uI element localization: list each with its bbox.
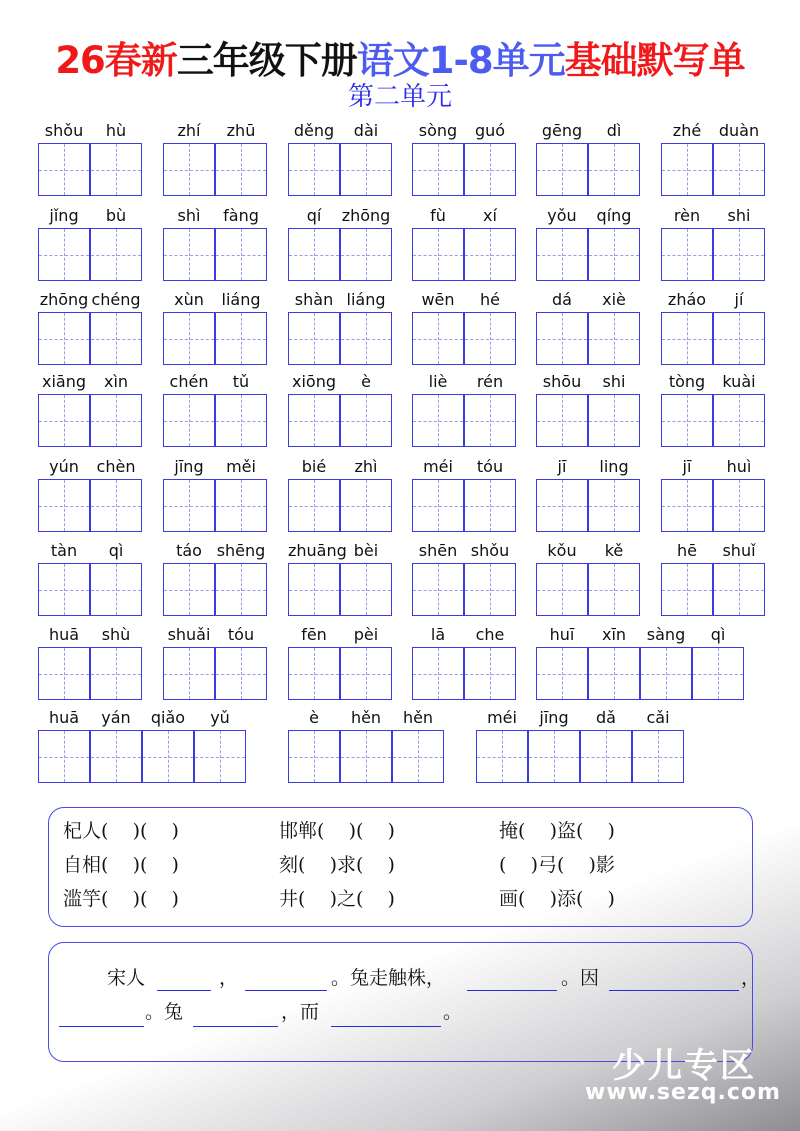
- pinyin-label: xiāng: [41, 372, 86, 391]
- pinyin-label: che: [475, 625, 505, 644]
- writing-cell[interactable]: [536, 479, 588, 532]
- pinyin-label: tàn: [50, 541, 78, 560]
- pinyin-label: hěn: [402, 708, 434, 727]
- writing-cell[interactable]: [464, 143, 516, 196]
- pinyin-label: zhé: [672, 121, 702, 140]
- pinyin-label: sàng: [646, 625, 686, 644]
- pinyin-label: děng: [293, 121, 335, 140]
- pinyin-label: xìn: [103, 372, 129, 391]
- writing-cell[interactable]: [412, 312, 464, 365]
- pinyin-label: xùn: [174, 290, 204, 309]
- pinyin-label: yún: [49, 457, 79, 476]
- pinyin-label: bù: [105, 206, 127, 225]
- writing-cell[interactable]: [412, 228, 464, 281]
- pinyin-label: tóu: [227, 625, 255, 644]
- pinyin-label: zhí: [177, 121, 201, 140]
- idiom-item[interactable]: ( )弓( )影: [499, 854, 615, 876]
- writing-cell[interactable]: [215, 647, 267, 700]
- pinyin-label: kě: [604, 541, 624, 560]
- passage-text: 宋人: [107, 967, 146, 989]
- writing-cell[interactable]: [412, 563, 464, 616]
- pinyin-label: xiè: [602, 290, 626, 309]
- writing-cell[interactable]: [661, 563, 713, 616]
- pinyin-label: pèi: [353, 625, 379, 644]
- writing-cell[interactable]: [90, 563, 142, 616]
- writing-cell[interactable]: [90, 730, 142, 783]
- pinyin-label: huì: [726, 457, 752, 476]
- pinyin-label: guó: [474, 121, 506, 140]
- writing-cell[interactable]: [588, 312, 640, 365]
- idiom-item[interactable]: 刻( )求( ): [279, 854, 395, 876]
- pinyin-label: huī: [549, 625, 575, 644]
- writing-cell[interactable]: [38, 143, 90, 196]
- pinyin-label: hé: [480, 290, 500, 309]
- pinyin-label: hù: [105, 121, 127, 140]
- pinyin-label: tǔ: [232, 372, 250, 391]
- writing-cell[interactable]: [340, 143, 392, 196]
- answer-blank[interactable]: [245, 990, 327, 991]
- writing-cell[interactable]: [215, 143, 267, 196]
- writing-cell[interactable]: [536, 312, 588, 365]
- writing-cell[interactable]: [536, 228, 588, 281]
- pinyin-label: jǐng: [49, 206, 79, 225]
- writing-cell[interactable]: [215, 563, 267, 616]
- writing-cell[interactable]: [536, 143, 588, 196]
- idiom-item[interactable]: 自相( )( ): [63, 854, 179, 876]
- writing-cell[interactable]: [661, 312, 713, 365]
- writing-cell[interactable]: [288, 647, 340, 700]
- writing-cell[interactable]: [464, 312, 516, 365]
- pinyin-label: chén: [169, 372, 209, 391]
- pinyin-label: shi: [602, 372, 626, 391]
- pinyin-label: jī: [557, 457, 567, 476]
- pinyin-label: zhōng: [39, 290, 89, 309]
- pinyin-label: liáng: [221, 290, 261, 309]
- pinyin-label: tóu: [476, 457, 504, 476]
- pinyin-label: dá: [552, 290, 572, 309]
- writing-cell[interactable]: [142, 730, 194, 783]
- writing-cell[interactable]: [588, 563, 640, 616]
- writing-cell[interactable]: [340, 730, 392, 783]
- writing-cell[interactable]: [38, 563, 90, 616]
- pinyin-label: gēng: [541, 121, 583, 140]
- pinyin-label: chéng: [91, 290, 141, 309]
- pinyin-label: huā: [48, 708, 80, 727]
- writing-cell[interactable]: [38, 479, 90, 532]
- writing-cell[interactable]: [90, 143, 142, 196]
- pinyin-label: zháo: [667, 290, 707, 309]
- answer-blank[interactable]: [59, 1026, 144, 1027]
- pinyin-label: yǒu: [547, 206, 577, 225]
- writing-cell[interactable]: [640, 647, 692, 700]
- pinyin-label: yǔ: [210, 708, 230, 727]
- pinyin-label: shi: [727, 206, 751, 225]
- pinyin-label: shù: [101, 625, 131, 644]
- writing-cell[interactable]: [340, 394, 392, 447]
- writing-cell[interactable]: [163, 479, 215, 532]
- answer-blank[interactable]: [157, 990, 211, 991]
- writing-cell[interactable]: [412, 143, 464, 196]
- writing-cell[interactable]: [632, 730, 684, 783]
- watermark-logo: 少儿专区: [612, 1046, 756, 1086]
- writing-cell[interactable]: [90, 394, 142, 447]
- pinyin-label: zhuāng: [288, 541, 347, 560]
- writing-cell[interactable]: [536, 563, 588, 616]
- idiom-fill-box: [48, 807, 753, 927]
- writing-cell[interactable]: [90, 228, 142, 281]
- pinyin-label: měi: [226, 457, 256, 476]
- pinyin-label: qì: [710, 625, 726, 644]
- answer-blank[interactable]: [331, 1026, 441, 1027]
- pinyin-label: jī: [682, 457, 692, 476]
- writing-cell[interactable]: [38, 394, 90, 447]
- writing-cell[interactable]: [215, 479, 267, 532]
- pinyin-label: liáng: [346, 290, 386, 309]
- writing-cell[interactable]: [412, 647, 464, 700]
- pinyin-label: shǒu: [470, 541, 510, 560]
- writing-cell[interactable]: [163, 228, 215, 281]
- writing-cell[interactable]: [215, 394, 267, 447]
- pinyin-label: rén: [476, 372, 504, 391]
- pinyin-label: shōu: [542, 372, 582, 391]
- pinyin-label: zhū: [226, 121, 256, 140]
- pinyin-label: xí: [483, 206, 497, 225]
- writing-cell[interactable]: [340, 563, 392, 616]
- writing-cell[interactable]: [713, 394, 765, 447]
- pinyin-label: shì: [177, 206, 201, 225]
- pinyin-label: bié: [301, 457, 327, 476]
- writing-cell[interactable]: [340, 479, 392, 532]
- pinyin-label: zhōng: [341, 206, 391, 225]
- writing-cell[interactable]: [288, 394, 340, 447]
- pinyin-label: dài: [353, 121, 379, 140]
- idiom-item[interactable]: 画( )添( ): [499, 888, 615, 910]
- writing-cell[interactable]: [713, 563, 765, 616]
- writing-cell[interactable]: [90, 647, 142, 700]
- pinyin-label: qíng: [596, 206, 632, 225]
- writing-cell[interactable]: [464, 228, 516, 281]
- pinyin-label: sòng: [418, 121, 458, 140]
- unit-subtitle: 第二单元: [347, 82, 452, 112]
- writing-cell[interactable]: [163, 312, 215, 365]
- writing-cell[interactable]: [288, 228, 340, 281]
- idiom-item[interactable]: 杞人( )( ): [63, 820, 179, 842]
- pinyin-label: fàng: [223, 206, 259, 225]
- writing-cell[interactable]: [340, 647, 392, 700]
- pinyin-label: wēn: [421, 290, 455, 309]
- pinyin-label: rèn: [673, 206, 701, 225]
- title-part: 语文1-8单元: [356, 39, 565, 82]
- pinyin-label: xīn: [601, 625, 627, 644]
- writing-cell[interactable]: [38, 312, 90, 365]
- writing-cell[interactable]: [90, 479, 142, 532]
- writing-cell[interactable]: [38, 730, 90, 783]
- passage-text: 。兔: [145, 1001, 184, 1023]
- title-part: 三年级下册: [176, 39, 357, 82]
- writing-cell[interactable]: [90, 312, 142, 365]
- pinyin-label: shuǐ: [722, 541, 756, 560]
- pinyin-label: yán: [101, 708, 131, 727]
- pinyin-label: táo: [176, 541, 202, 560]
- writing-cell[interactable]: [588, 479, 640, 532]
- pinyin-label: qí: [306, 206, 322, 225]
- pinyin-label: shēng: [216, 541, 266, 560]
- pinyin-label: dì: [606, 121, 622, 140]
- writing-cell[interactable]: [536, 647, 588, 700]
- pinyin-label: méi: [487, 708, 517, 727]
- writing-cell[interactable]: [288, 563, 340, 616]
- pinyin-label: shǒu: [44, 121, 84, 140]
- writing-cell[interactable]: [288, 312, 340, 365]
- pinyin-label: shēn: [418, 541, 458, 560]
- writing-cell[interactable]: [713, 312, 765, 365]
- writing-cell[interactable]: [661, 394, 713, 447]
- writing-cell[interactable]: [580, 730, 632, 783]
- passage-text: ，: [219, 967, 239, 989]
- pinyin-label: zhì: [354, 457, 378, 476]
- writing-cell[interactable]: [588, 228, 640, 281]
- pinyin-label: jí: [734, 290, 744, 309]
- writing-cell[interactable]: [713, 479, 765, 532]
- idiom-item[interactable]: 滥竽( )( ): [63, 888, 179, 910]
- answer-blank[interactable]: [193, 1026, 278, 1027]
- pinyin-label: hē: [677, 541, 697, 560]
- answer-blank[interactable]: [467, 990, 557, 991]
- pinyin-label: méi: [423, 457, 453, 476]
- title-part: 26春新: [55, 39, 177, 82]
- passage-text: 。: [443, 1001, 463, 1023]
- writing-cell[interactable]: [528, 730, 580, 783]
- writing-cell[interactable]: [536, 394, 588, 447]
- writing-cell[interactable]: [392, 730, 444, 783]
- writing-cell[interactable]: [464, 394, 516, 447]
- writing-cell[interactable]: [194, 730, 246, 783]
- writing-cell[interactable]: [661, 479, 713, 532]
- pinyin-label: ling: [599, 457, 629, 476]
- writing-cell[interactable]: [661, 143, 713, 196]
- writing-cell[interactable]: [340, 312, 392, 365]
- pinyin-label: lā: [430, 625, 446, 644]
- writing-cell[interactable]: [38, 647, 90, 700]
- pinyin-label: kǒu: [547, 541, 577, 560]
- writing-cell[interactable]: [288, 730, 340, 783]
- pinyin-label: fēn: [301, 625, 327, 644]
- watermark-url: www.sezq.com: [585, 1080, 781, 1105]
- pinyin-label: kuài: [722, 372, 756, 391]
- writing-cell[interactable]: [288, 479, 340, 532]
- answer-blank[interactable]: [609, 990, 739, 991]
- pinyin-label: è: [309, 708, 319, 727]
- writing-cell[interactable]: [288, 143, 340, 196]
- writing-cell[interactable]: [588, 647, 640, 700]
- writing-cell[interactable]: [215, 228, 267, 281]
- pinyin-label: qiǎo: [150, 708, 186, 727]
- writing-cell[interactable]: [464, 647, 516, 700]
- pinyin-label: bèi: [353, 541, 379, 560]
- writing-cell[interactable]: [713, 143, 765, 196]
- passage-text: ，而: [281, 1001, 320, 1023]
- idiom-item[interactable]: 掩( )盗( ): [499, 820, 615, 842]
- pinyin-label: fù: [430, 206, 446, 225]
- pinyin-label: xiōng: [292, 372, 336, 391]
- pinyin-label: qì: [108, 541, 124, 560]
- writing-cell[interactable]: [215, 312, 267, 365]
- idiom-item[interactable]: 井( )之( ): [279, 888, 395, 910]
- pinyin-label: duàn: [718, 121, 760, 140]
- pinyin-label: hěn: [350, 708, 382, 727]
- writing-cell[interactable]: [340, 228, 392, 281]
- pinyin-label: dǎ: [596, 708, 616, 727]
- pinyin-label: cǎi: [646, 708, 670, 727]
- writing-cell[interactable]: [412, 394, 464, 447]
- pinyin-label: jīng: [174, 457, 204, 476]
- pinyin-label: chèn: [96, 457, 136, 476]
- passage-text: 。兔走触株，: [331, 967, 446, 989]
- writing-cell[interactable]: [588, 143, 640, 196]
- writing-cell[interactable]: [661, 228, 713, 281]
- pinyin-label: tòng: [668, 372, 706, 391]
- pinyin-label: huā: [48, 625, 80, 644]
- writing-cell[interactable]: [163, 143, 215, 196]
- idiom-item[interactable]: 邯郸( )( ): [279, 820, 395, 842]
- writing-cell[interactable]: [163, 563, 215, 616]
- title-part: 基础默写单: [564, 39, 745, 82]
- pinyin-label: liè: [428, 372, 448, 391]
- pinyin-label: shuǎi: [167, 625, 211, 644]
- writing-cell[interactable]: [476, 730, 528, 783]
- writing-cell[interactable]: [464, 479, 516, 532]
- writing-cell[interactable]: [38, 228, 90, 281]
- writing-cell[interactable]: [412, 479, 464, 532]
- writing-cell[interactable]: [713, 228, 765, 281]
- pinyin-label: è: [361, 372, 371, 391]
- writing-cell[interactable]: [588, 394, 640, 447]
- pinyin-label: jīng: [539, 708, 569, 727]
- writing-cell[interactable]: [163, 647, 215, 700]
- pinyin-label: shàn: [294, 290, 334, 309]
- passage-text: ，: [741, 967, 761, 989]
- writing-cell[interactable]: [692, 647, 744, 700]
- writing-cell[interactable]: [464, 563, 516, 616]
- writing-cell[interactable]: [163, 394, 215, 447]
- passage-text: 。因: [561, 967, 600, 989]
